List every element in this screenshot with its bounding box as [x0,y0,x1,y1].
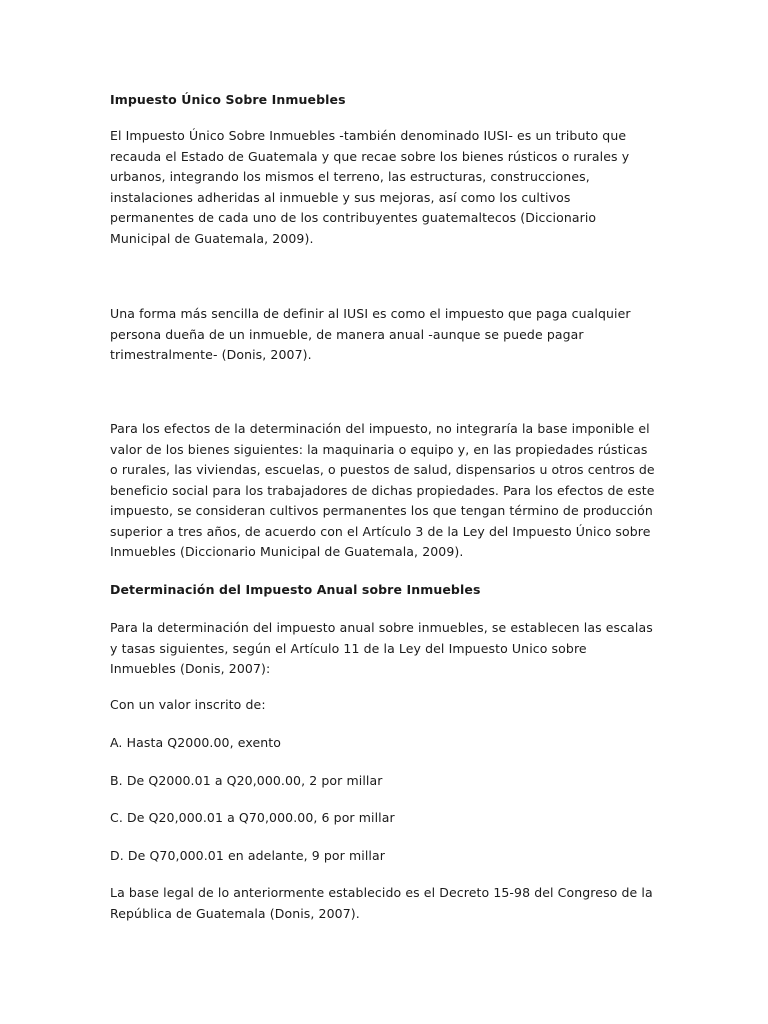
list-item-b: B. De Q2000.01 a Q20,000.00, 2 por millar [110,773,383,788]
list-item-c: C. De Q20,000.01 a Q70,000.00, 6 por millar [110,810,395,825]
paragraph-simple-definition: Una forma más sencilla de definir al IUSI es como el impuesto que paga cualquier persona dueña de un inmueble, de manera anual -aunque se puede pagar trimestralmente- (Donis, 2007). [110,306,631,362]
list-intro: Con un valor inscrito de: [110,697,266,712]
list-item-d: D. De Q70,000.01 en adelante, 9 por millar [110,848,385,863]
paragraph-tax-base: Para los efectos de la determinación del impuesto, no integraría la base imponible el valor de los bienes siguientes: la maquinaria o equipo y, en las propiedades rústicas o rurales, las viviendas, escuelas, o puestos de salud, dispensarios u otros centros de beneficio social para los trabajadores de dichas propiedades. Para los efectos de este impuesto, se consideran cultivos permanentes los que tengan término de producción superior a tres años, de acuerdo con el Artículo 3 de la Ley del Impuesto Único sobre Inmuebles (Diccionario Municipal de Guatemala, 2009). [110,421,655,559]
section-subtitle: Determinación del Impuesto Anual sobre Inmuebles [110,582,481,597]
paragraph-definition: El Impuesto Único Sobre Inmuebles -también denominado IUSI- es un tributo que recauda el Estado de Guatemala y que recae sobre los bienes rústicos o rurales y urbanos, integrando los mismos el terreno, las estructuras, construcciones, instalaciones adheridas al inmueble y sus mejoras, así como los cultivos permanentes de cada uno de los contribuyentes guatemaltecos (Diccionario Municipal de Guatemala, 2009). [110,128,630,246]
list-item-a: A. Hasta Q2000.00, exento [110,735,282,750]
paragraph-legal-basis: La base legal de lo anteriormente establecido es el Decreto 15-98 del Congreso de la República de Guatemala (Donis, 2007). [110,885,653,921]
document-title: Impuesto Único Sobre Inmuebles [110,92,346,107]
paragraph-rates: Para la determinación del impuesto anual sobre inmuebles, se establecen las escalas y tasas siguientes, según el Artículo 11 de la Ley del Impuesto Unico sobre Inmuebles (Donis, 2007): [110,620,653,676]
